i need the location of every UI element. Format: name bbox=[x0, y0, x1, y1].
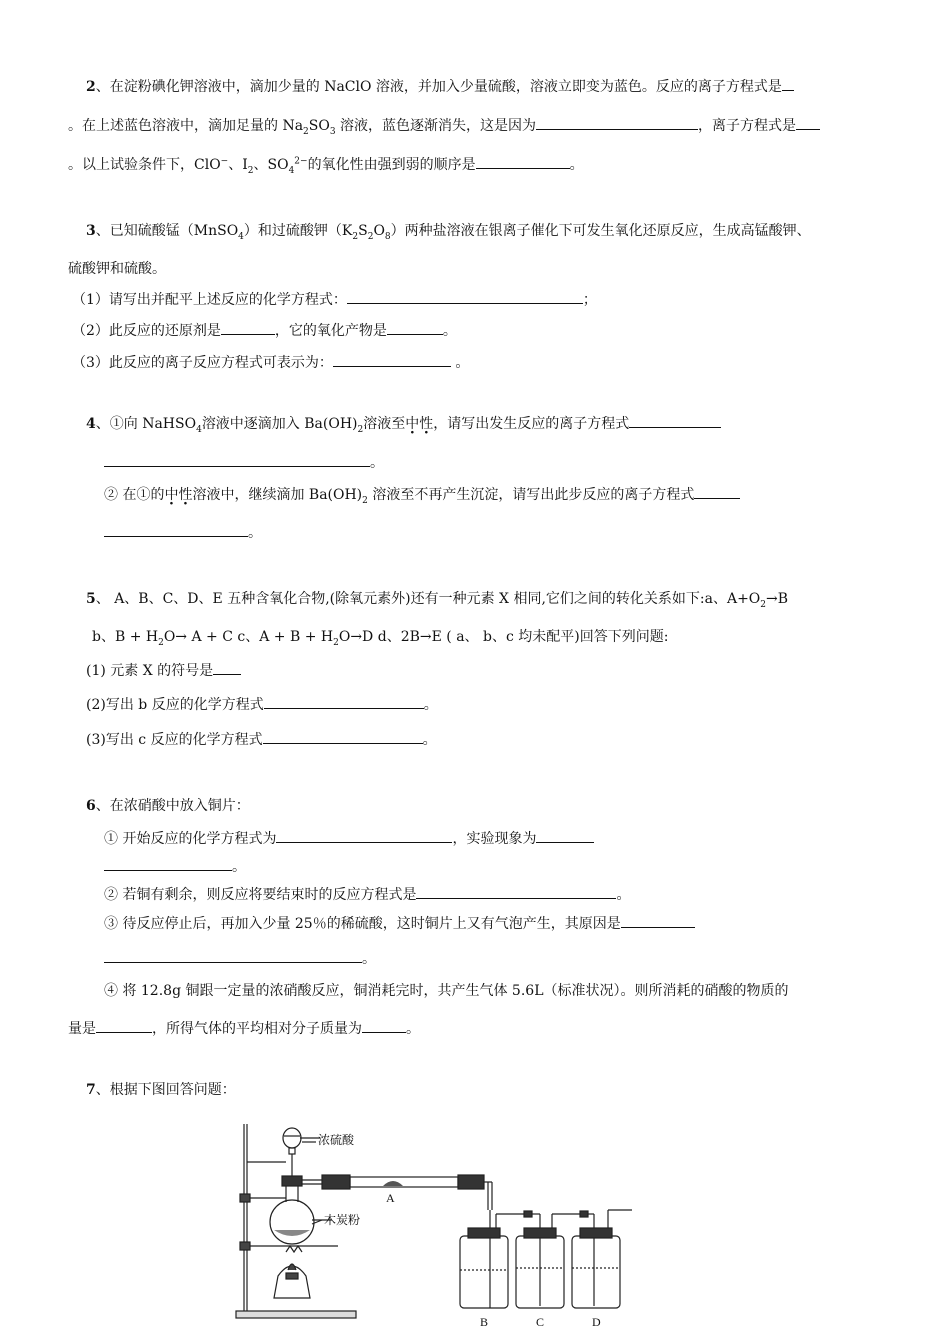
q4-number: 4 bbox=[86, 416, 96, 432]
q3-blank-2[interactable] bbox=[221, 320, 275, 335]
q5-blank-1[interactable] bbox=[213, 660, 241, 675]
label-concentrated-sulfuric-acid: 浓硫酸 bbox=[318, 1133, 355, 1147]
q6-sub-3-cont: 。 bbox=[104, 948, 376, 969]
q5-blank-3[interactable] bbox=[263, 729, 423, 744]
q2-blank-3[interactable] bbox=[796, 115, 820, 130]
q2-blank-1[interactable] bbox=[782, 76, 794, 91]
q6-blank-3[interactable] bbox=[104, 856, 232, 871]
label-charcoal-powder: 木炭粉 bbox=[324, 1213, 361, 1227]
q4-blank-3[interactable] bbox=[694, 484, 740, 499]
q3-number: 3 bbox=[86, 223, 96, 239]
q6-blank-4[interactable] bbox=[416, 884, 616, 899]
q6-sub-3: ③ 待反应停止后，再加入少量 25％的稀硫酸，这时铜片上又有气泡产生，其原因是 bbox=[104, 913, 695, 934]
q2-line-2: 。在上述蓝色溶液中，滴加足量的 $Na_2SO_3$ 溶液，蓝色逐渐消失，这是因为 ，离子方程式是 bbox=[68, 115, 820, 136]
q5-part-3: (3)写出 c 反应的化学方程式 。 bbox=[86, 729, 437, 750]
wash-bottles bbox=[460, 1210, 632, 1308]
q3-blank-1[interactable] bbox=[347, 289, 583, 304]
alcohol-lamp bbox=[274, 1246, 310, 1298]
q2-number: 2 bbox=[86, 79, 96, 95]
q4-line-3: ② 在①的中性溶液中，继续滴加 $Ba(OH)_2$ 溶液至不再产生沉淀，请写出此步反应的离子方程式 bbox=[104, 484, 740, 505]
q2-blank-2[interactable] bbox=[536, 115, 698, 130]
q3-blank-3[interactable] bbox=[387, 320, 443, 335]
q2-line-3: 。以上试验条件下，ClO−、$I_2$、$SO_4^{2-}$的氧化性由强到弱的顺序是 。 bbox=[68, 154, 584, 175]
q5-line-1: 5、 A、B、C、D、E 五种含氧化合物,(除氧元素外)还有一种元素 X 相同,它们之间的转化关系如下:a、$A+O_2\to B$ bbox=[86, 591, 789, 610]
q3-part-1: （1）请写出并配平上述反应的化学方程式： ； bbox=[72, 289, 597, 310]
q5-number: 5 bbox=[86, 591, 96, 607]
q4-blank-4[interactable] bbox=[104, 522, 248, 537]
q3-part-3: （3）此反应的离子反应方程式可表示为： 。 bbox=[72, 352, 469, 373]
q7-title: 7、根据下图回答问题： bbox=[86, 1082, 236, 1098]
q4-line-4: 。 bbox=[104, 522, 262, 543]
q7-number: 7 bbox=[86, 1082, 96, 1098]
q3-part-2: （2）此反应的还原剂是 ，它的氧化产物是 。 bbox=[72, 320, 457, 341]
q6-sub-1: ① 开始反应的化学方程式为 ，实验现象为 bbox=[104, 828, 594, 849]
q4-line-2: 。 bbox=[104, 452, 384, 473]
q4-line-1: 4、①向 NaHSO$_4$溶液中逐滴加入 $Ba(OH)_2$溶液至中性，请写出发生反应的离子方程式 bbox=[86, 413, 721, 434]
q5-blank-2[interactable] bbox=[264, 694, 424, 709]
label-b: B bbox=[480, 1315, 489, 1329]
q6-blank-5[interactable] bbox=[621, 913, 695, 928]
q6-blank-8[interactable] bbox=[362, 1018, 406, 1033]
q5-part-1: (1) 元素 X 的符号是 bbox=[86, 660, 241, 681]
q4-blank-1[interactable] bbox=[629, 413, 721, 428]
q3-blank-4[interactable] bbox=[333, 352, 451, 367]
q2-line-1: 2、在淀粉碘化钾溶液中，滴加少量的 NaClO 溶液，并加入少量硫酸，溶液立即变为蓝色。反应的离子方程式是 bbox=[86, 76, 794, 97]
label-a: A bbox=[386, 1191, 395, 1205]
q5-part-2: (2)写出 b 反应的化学方程式 。 bbox=[86, 694, 438, 715]
q6-blank-2[interactable] bbox=[536, 828, 594, 843]
q3-line-1: 3、已知硫酸锰（MnSO$_4$）和过硫酸钾$(K_2S_2O_8)$两种盐溶液在银离子催化下可发生氧化还原反应，生成高锰酸钾、 bbox=[86, 223, 811, 242]
q6-title: 6、在浓硝酸中放入铜片： bbox=[86, 798, 250, 814]
q6-blank-7[interactable] bbox=[96, 1018, 152, 1033]
q2-blank-4[interactable] bbox=[476, 154, 570, 169]
label-c: C bbox=[536, 1315, 545, 1329]
q6-sub-4-cont: 量是 ，所得气体的平均相对分子质量为 。 bbox=[68, 1018, 420, 1039]
q6-sub-4: ④ 将 12.8g 铜跟一定量的浓硝酸反应，铜消耗完时，共产生气体 5.6L（标准状况）。则所消耗的硝酸的物质的 bbox=[104, 983, 789, 999]
q6-sub-2: ② 若铜有剩余，则反应将要结束时的反应方程式是 。 bbox=[104, 884, 630, 905]
apparatus-figure bbox=[228, 1118, 648, 1330]
q4-blank-2[interactable] bbox=[104, 452, 370, 467]
label-d: D bbox=[592, 1315, 601, 1329]
q6-sub-1-cont: 。 bbox=[104, 856, 246, 877]
separatory-funnel bbox=[283, 1128, 320, 1178]
q6-blank-6[interactable] bbox=[104, 948, 362, 963]
q3-line-2: 硫酸钾和硫酸。 bbox=[68, 261, 166, 277]
q5-line-2: b、$B + H_2O\to A + C$ c、$A + B + H_2O\to D$ d、2B→E ( a、 b、c 均未配平)回答下列问题: bbox=[92, 629, 669, 648]
drying-tube-a bbox=[322, 1175, 492, 1210]
q6-blank-1[interactable] bbox=[276, 828, 452, 843]
q6-number: 6 bbox=[86, 798, 96, 814]
